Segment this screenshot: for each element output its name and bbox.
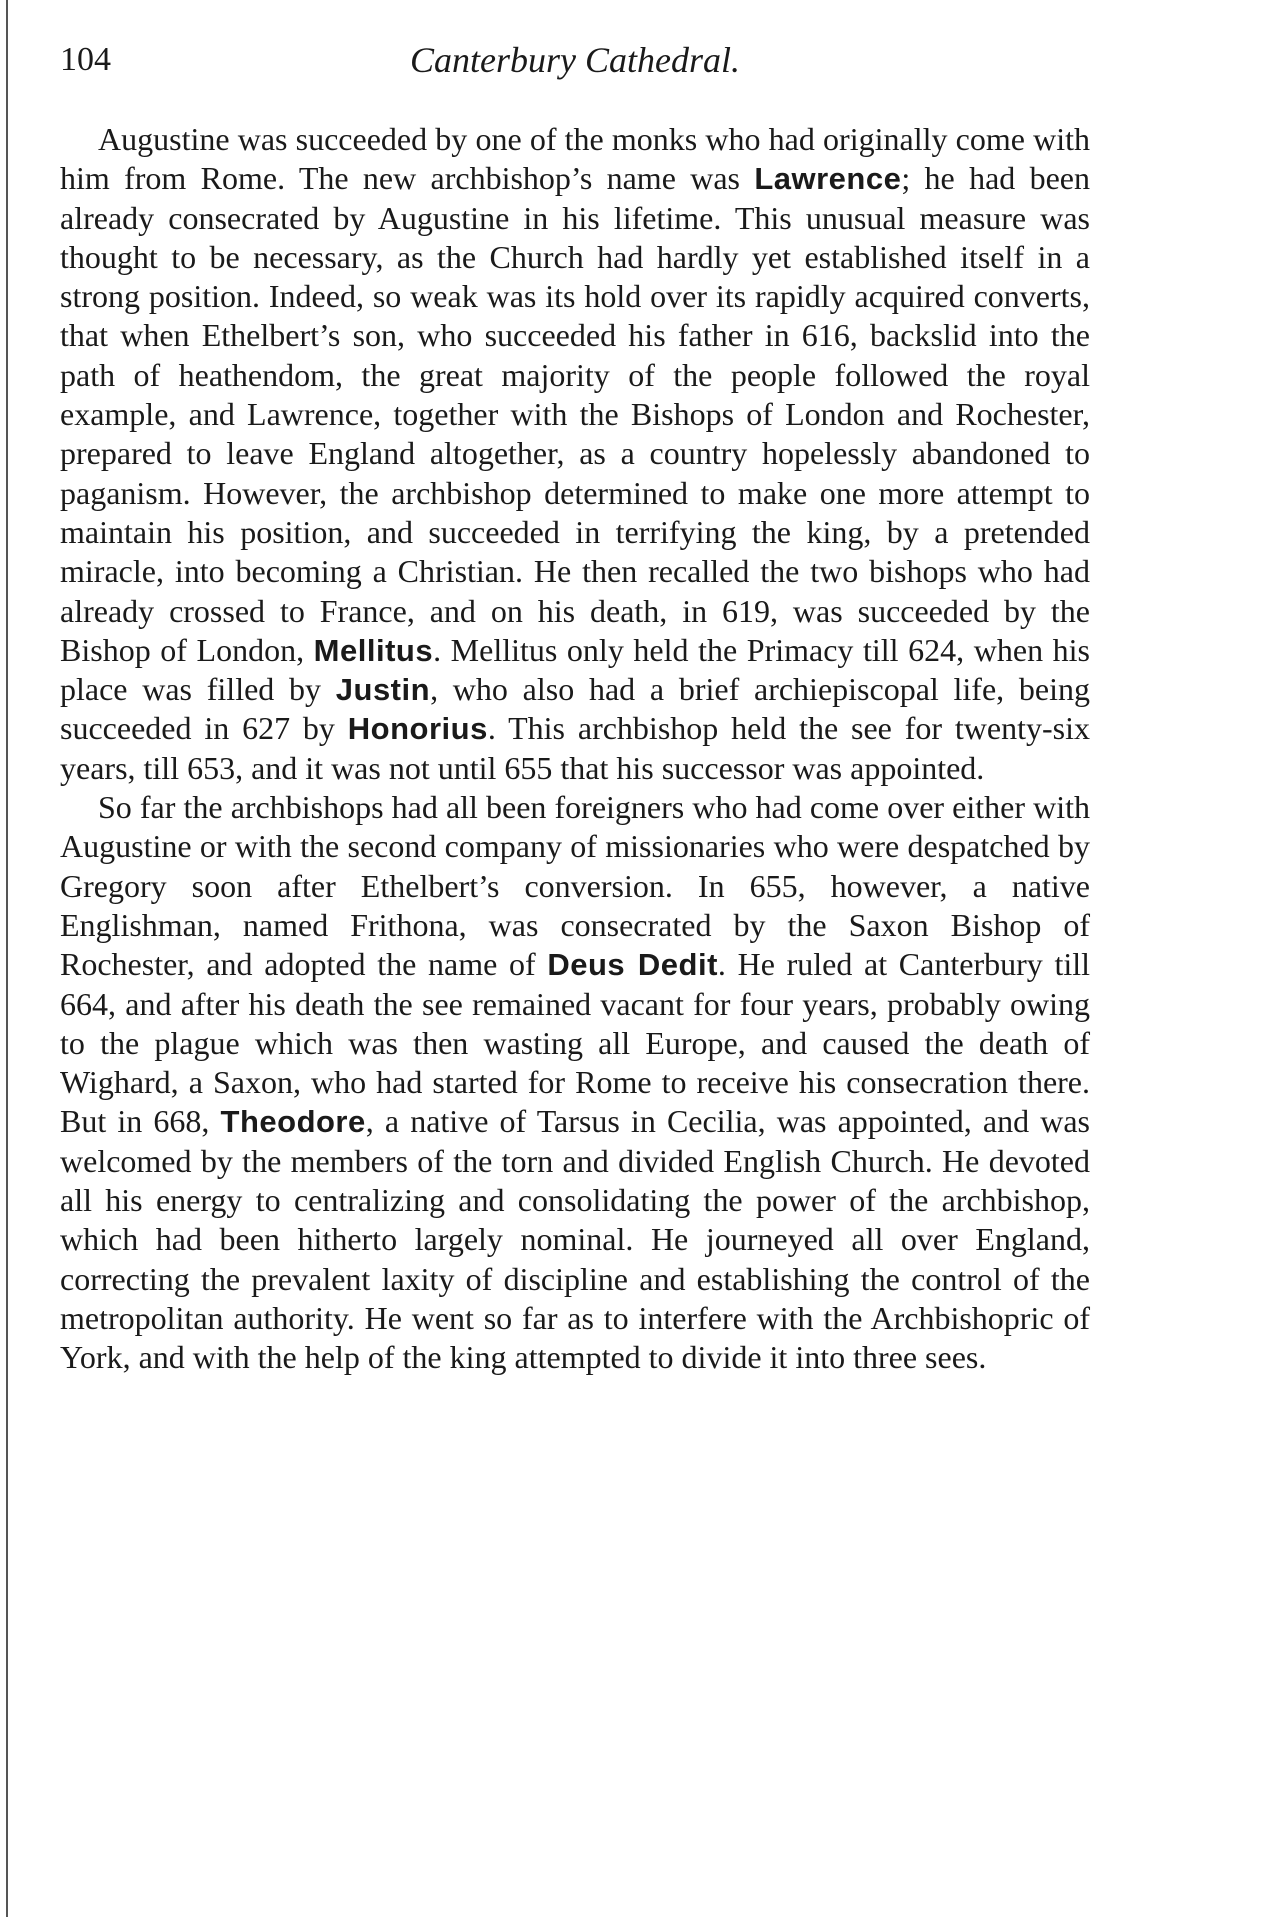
person-name-deus-dedit: Deus Dedit — [547, 947, 718, 983]
text-run: . Mellitus only held the Primacy till 624, when his place was filled by — [60, 631, 1091, 708]
page-number: 104 — [60, 41, 111, 78]
text-run: ; he had been already consecrated by Augustine in his lifetime. This unusual measure was thought to be necessary, as the Church had hardly yet established itself in a strong position. Indeed, so weak was its hold over its rapidly acquired converts, that when Ethelbert’s son, who succeeded his father in 616, backslid into the path of heathendom, the great majority of the people followed the royal example, and Lawrence, together with the Bishops of London and Rochester, prepared to leave England altogether, as a country hopelessly abandoned to paganism. However, the archbishop determined to make one more attempt to maintain his position, and succeeded in terrifying the king, by a pretended miracle, into becoming a Christian. He then recalled the two bishops who had already crossed to France, and on his death, in 619, was succeeded by the Bishop of London, — [60, 160, 1091, 668]
page-header — [60, 40, 1090, 90]
person-name-honorius: Honorius — [347, 711, 488, 747]
text-run: Augustine was succeeded by one of the monks who had originally come with him from Rome. The new archbishop’s name was — [60, 121, 1090, 197]
text-run: . This archbishop held the see for twenty-six years, till 653, and it was not until 655 that his successor was appointed. — [60, 710, 1091, 786]
paragraph-1 — [60, 120, 1090, 788]
text-run: , a native of Tarsus in Cecilia, was appointed, and was welcomed by the members of the torn and divided English Church. He devoted all his energy to centralizing and consolidating the power of the archbishop, which had been hitherto largely nominal. He journeyed all over England, correcting the prevalent laxity of discipline and establishing the control of the metropolitan authority. He went so far as to interfere with the Archbishopric of York, and with the help of the king attempted to divide it into three sees. — [60, 1103, 1091, 1376]
running-title: Canterbury Cathedral. — [410, 40, 740, 80]
person-name-mellitus: Mellitus — [313, 632, 434, 668]
text-run: . He ruled at Canterbury till 664, and after his death the see remained vacant for four years, probably owing to the plague which was then wasting all Europe, and caused the death of Wighard, a Saxon, who had started for Rome to receive his consecration there. But in 668, — [60, 946, 1091, 1140]
paragraph-2 — [60, 788, 1090, 1377]
text-run: , who also had a brief archiepiscopal life, being succeeded in 627 by — [60, 671, 1090, 747]
person-name-lawrence: Lawrence — [754, 161, 902, 197]
page-gutter-edge — [6, 0, 8, 1917]
person-name-justin: Justin — [335, 672, 431, 708]
text-run: So far the archbishops had all been foreigners who had come over either with Augustine or with the second company of missionaries who were despatched by Gregory soon after Ethelbert’s conversion. In 655, however, a native Englishman, named Frithona, was consecrated by the Saxon Bishop of Rochester, and adopted the name of — [60, 789, 1090, 983]
body-text — [60, 120, 1090, 1378]
person-name-theodore: Theodore — [220, 1104, 366, 1140]
